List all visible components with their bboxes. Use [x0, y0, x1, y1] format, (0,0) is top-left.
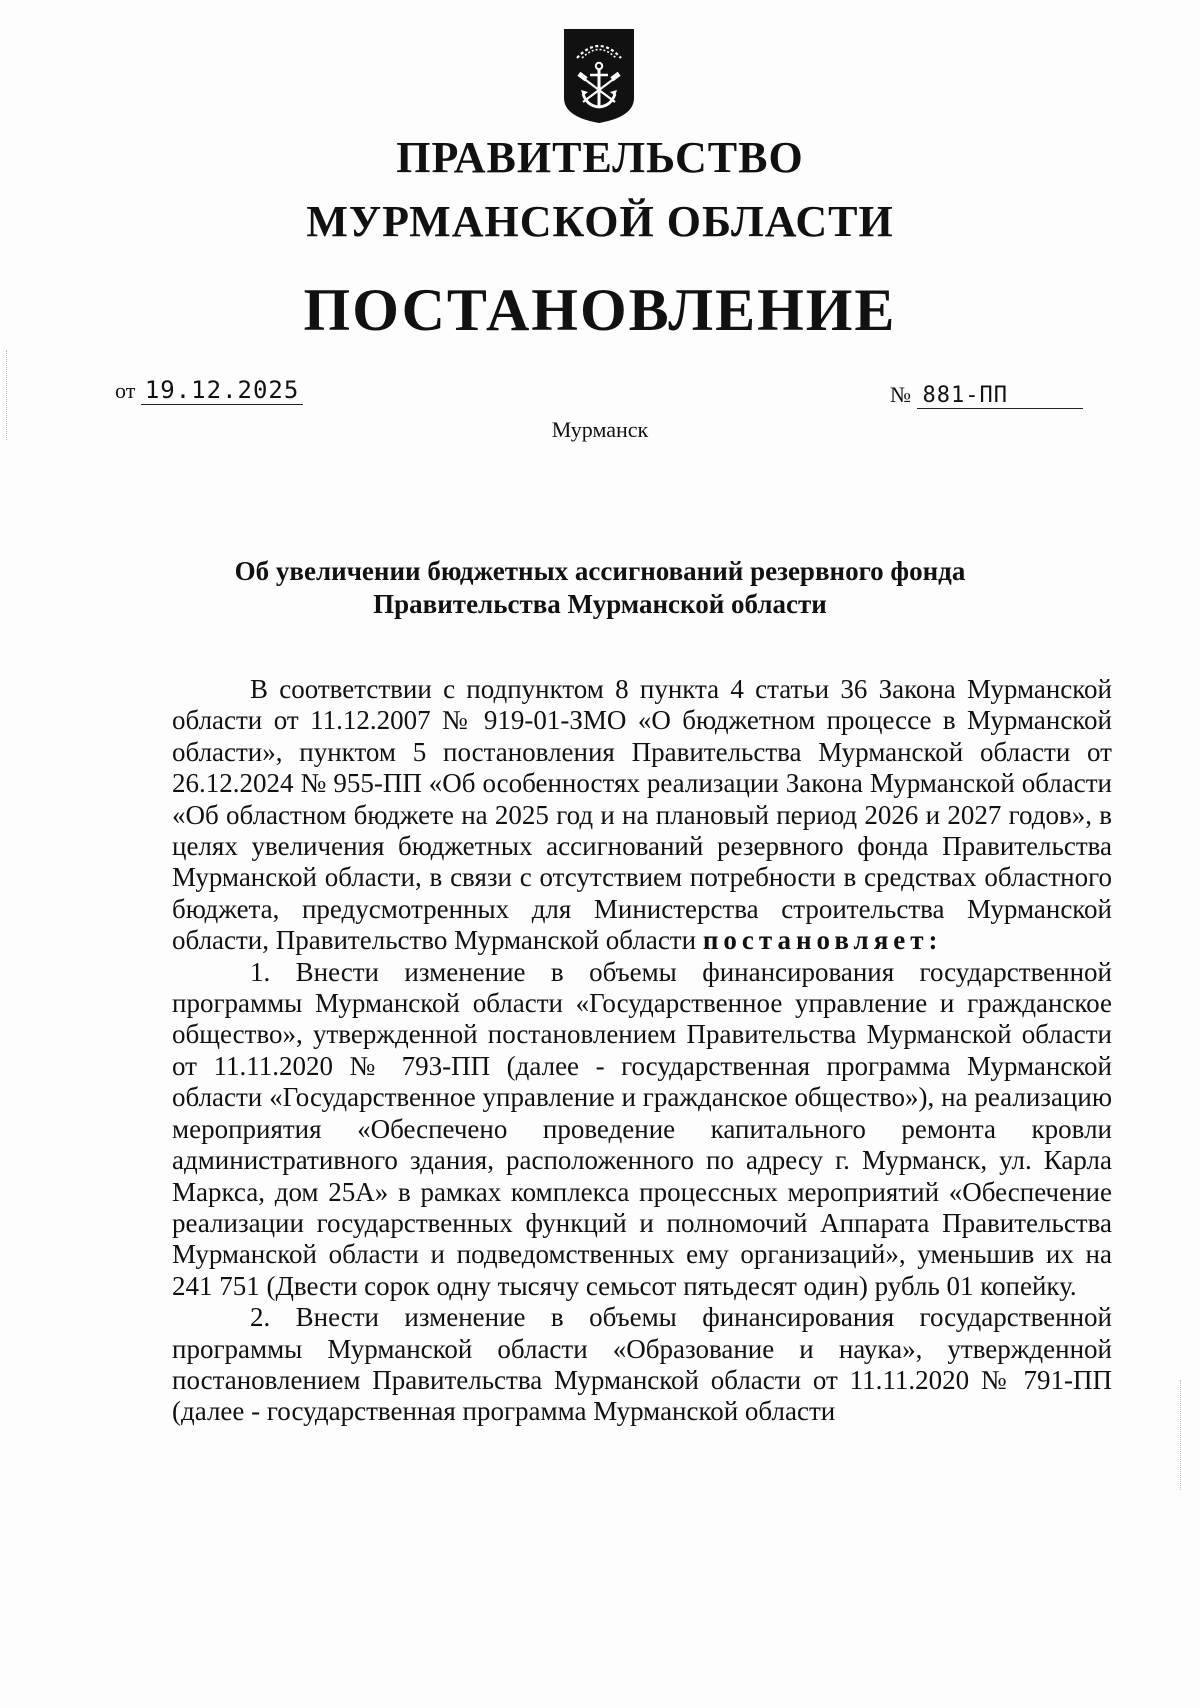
- government-name-line1: ПРАВИТЕЛЬСТВО: [396, 133, 804, 182]
- document-subject: [150, 555, 1050, 621]
- subject-line1: Об увеличении бюджетных ассигнований резервного фонда: [234, 556, 966, 586]
- item-1-paragraph: 1. Внести изменение в объемы финансирования государственной программы Мурманской области «Государственное управление и гражданское общество», утвержденной постановлением Правительства Мурманской области от 11.11.2020 № 793-ПП (далее - государственная программа Мурманской области «Государственное управление и гражданское общество»), на реализацию мероприятия «Обеспечено проведение капитального ремонта кровли административного здания, расположенного по адресу г. Мурманск, ул. Карла Маркса, дом 25А» в рамках комплекса процессных мероприятий «Обеспечение реализации государственных функций и полномочий Аппарата Правительства Мурманской области и подведомственных ему организаций», уменьшив их на 241 751 (Двести сорок одну тысячу семьсот пятьдесят один) рубль 01 копейку.: [172, 956, 1112, 1301]
- city-name: Мурманск: [551, 417, 649, 442]
- preamble-text: В соответствии с подпунктом 8 пункта 4 статьи 36 Закона Мурманской области от 11.12.2007 № 919-01-ЗМО «О бюджетном процессе в Мурманской области», пунктом 5 постановления Правительства Мурманской области от 26.12.2024 № 955-ПП «Об особенностях реализации Закона Мурманской области «Об областном бюджете на 2025 год и на плановый период 2026 и 2027 годов», в целях увеличения бюджетных ассигнований резервного фонда Правительства Мурманской области, в связи с отсутствием потребности в средствах областного бюджета, предусмотренных для Министерства строительства Мурманской области, Правительство Мурманской области: [172, 674, 1112, 956]
- date-field: [115, 376, 303, 404]
- document-type-title: ПОСТАНОВЛЕНИЕ: [303, 277, 897, 343]
- number-value: 881-ПП: [917, 383, 1083, 409]
- subject-line2: Правительства Мурманской области: [373, 589, 827, 619]
- decree-word: постановляет:: [702, 925, 943, 956]
- number-prefix: №: [890, 382, 911, 407]
- scan-edge-marks-right: [1180, 1380, 1183, 1490]
- preamble-paragraph: [172, 674, 1112, 957]
- date-value: 19.12.2025: [141, 376, 304, 405]
- government-name-line2: МУРМАНСКОЙ ОБЛАСТИ: [306, 197, 894, 246]
- number-field: [890, 382, 1083, 409]
- coat-of-arms-icon: [563, 28, 635, 124]
- document-body: [172, 674, 1112, 1428]
- item-2-paragraph: 2. Внести изменение в объемы финансирования государственной программы Мурманской области «Образование и наука», утвержденной постановлением Правительства Мурманской области от 11.11.2020 № 791-ПП (далее - государственная программа Мурманской области: [172, 1302, 1112, 1427]
- date-prefix: от: [115, 378, 136, 403]
